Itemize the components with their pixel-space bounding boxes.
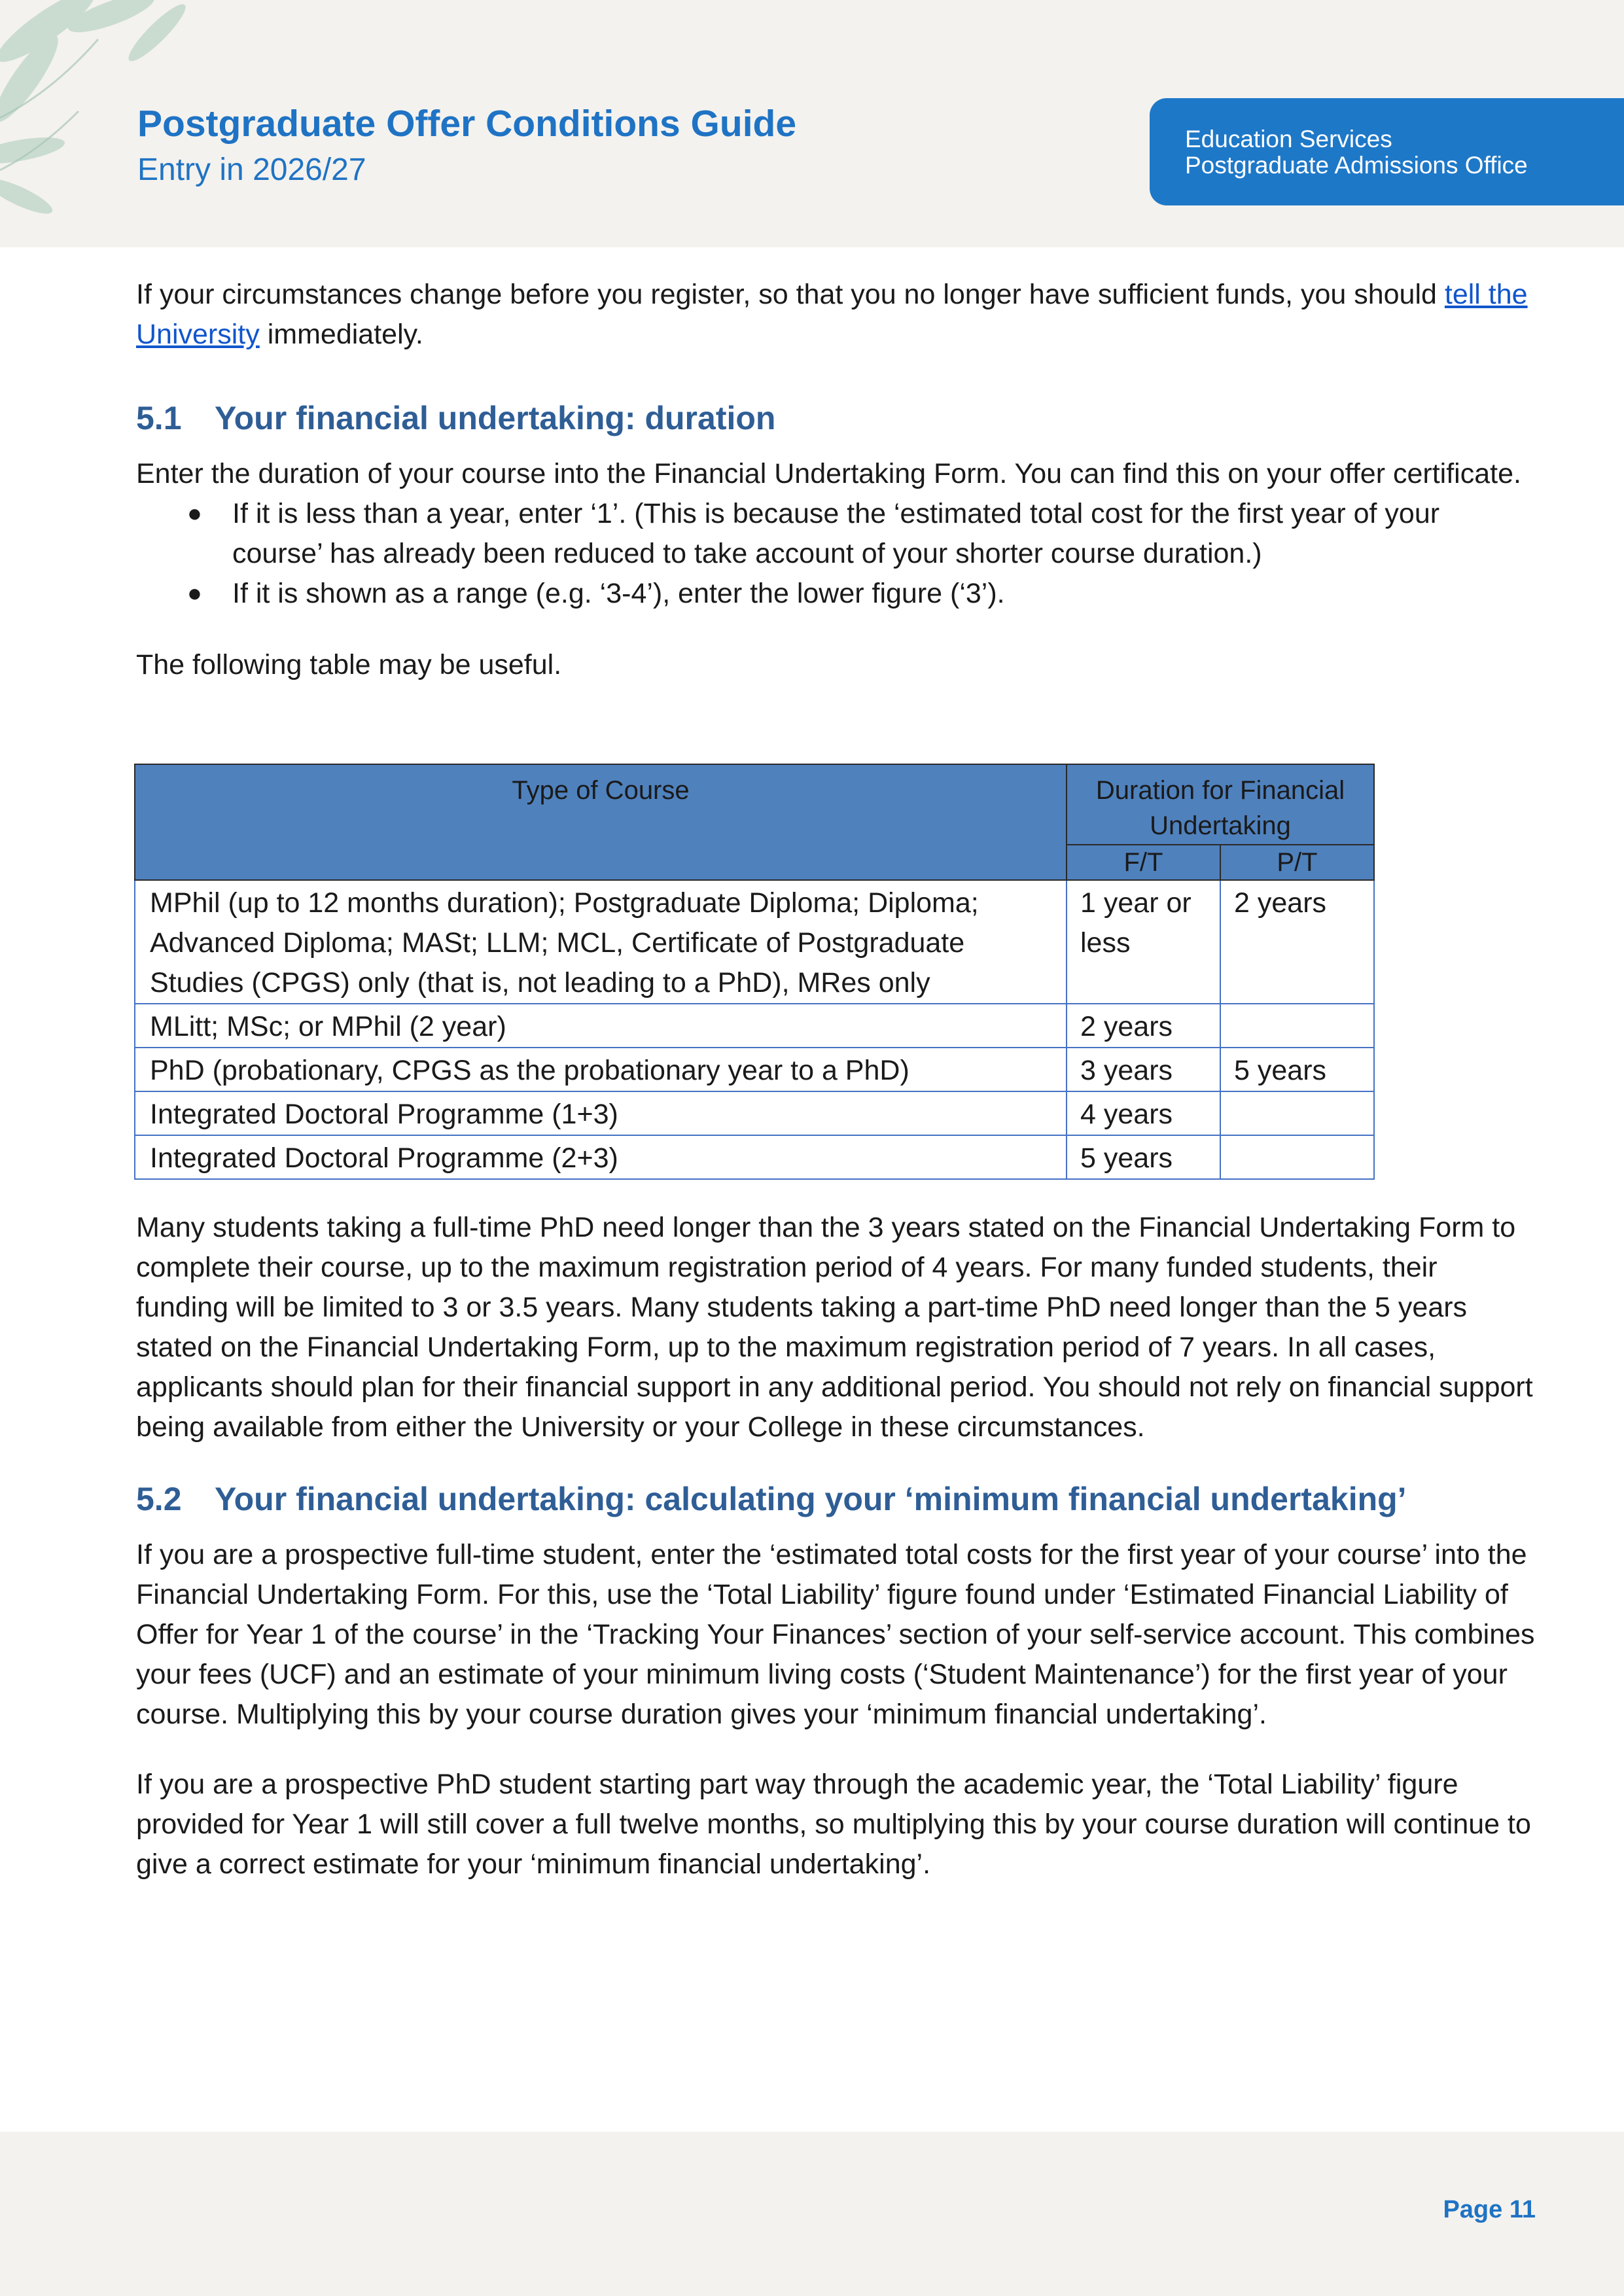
- section-5-1-heading: 5.1 Your financial undertaking: duration: [136, 400, 776, 436]
- section-5-2-paragraph-2: If you are a prospective PhD student starting part way through the academic year, the ‘Total Liability’ figure provided for Year 1 will still cover a full twelve months, so multiplying this by your course duration will continue to give a correct estimate for your ‘minimum financial undertaking’.: [136, 1769, 1531, 1880]
- table-row: [135, 1004, 1374, 1048]
- course-cell: MPhil (up to 12 months duration); Postgraduate Diploma; Diploma; Advanced Diploma; MASt; LLM; MCL, Certificate of Postgraduate Studies (CPGS) only (that is, not leading to a PhD), MRes only: [135, 880, 1067, 1004]
- pt-cell: [1220, 1091, 1374, 1135]
- bullet-icon: ●: [187, 580, 202, 607]
- course-duration-table: [134, 764, 1375, 1180]
- column-header-type: Type of Course: [135, 764, 1067, 880]
- main-content-lower: [136, 1208, 1536, 1915]
- ft-cell: 3 years: [1067, 1048, 1220, 1091]
- list-item: ● If it is less than a year, enter ‘1’. (This is because the ‘estimated total cost for the first year of your course’ has already been reduced to take account of your shorter course duration.): [136, 494, 1536, 574]
- section-5-1-paragraph: Enter the duration of your course into the Financial Undertaking Form. You can find this on your offer certificate.: [136, 458, 1521, 489]
- pt-cell: 2 years: [1220, 880, 1374, 1004]
- table-row: [135, 1135, 1374, 1179]
- column-header-ft: F/T: [1067, 845, 1220, 880]
- table-row: [135, 880, 1374, 1004]
- duration-bullet-list: [136, 494, 1536, 614]
- pt-cell: 5 years: [1220, 1048, 1374, 1091]
- bullet-icon: ●: [187, 500, 202, 527]
- page-footer: [0, 2132, 1624, 2296]
- office-name: Education Services: [1185, 126, 1392, 152]
- course-cell: PhD (probationary, CPGS as the probationary year to a PhD): [135, 1048, 1067, 1091]
- ft-cell: 5 years: [1067, 1135, 1220, 1179]
- ft-cell: 1 year or less: [1067, 880, 1220, 1004]
- table-row: [135, 1091, 1374, 1135]
- page-number: Page 11: [1443, 2196, 1536, 2223]
- section-5-2-heading: 5.2 Your financial undertaking: calculating your ‘minimum financial undertaking’: [136, 1481, 1407, 1517]
- pt-cell: [1220, 1004, 1374, 1048]
- table-row: [135, 1048, 1374, 1091]
- section-5-2-paragraph-1: If you are a prospective full-time student, enter the ‘estimated total costs for the first year of your course’ into the Financial Undertaking Form. For this, use the ‘Total Liability’ figure found under ‘Estimated Financial Liability of Offer for Year 1 of the course’ in the ‘Tracking Your Finances’ section of your self-service account. This combines your fees (UCF) and an estimate of your minimum living costs (‘Student Maintenance’) for the first year of your course. Multiplying this by your course duration gives your ‘minimum financial undertaking’.: [136, 1539, 1535, 1730]
- document-title: Postgraduate Offer Conditions Guide: [137, 103, 797, 145]
- office-badge: [1150, 98, 1624, 205]
- ft-cell: 2 years: [1067, 1004, 1220, 1048]
- ft-cell: 4 years: [1067, 1091, 1220, 1135]
- after-table-paragraph: Many students taking a full-time PhD need longer than the 3 years stated on the Financial Undertaking Form to complete their course, up to the maximum registration period of 4 years. For many funded students, their funding will be limited to 3 or 3.5 years. Many students taking a part-time PhD need longer than the 5 years stated on the Financial Undertaking Form, up to the maximum registration period of 7 years. In all cases, applicants should plan for their financial support in any additional period. You should not rely on financial support being available from either the University or your College in these circumstances.: [136, 1212, 1533, 1443]
- course-cell: Integrated Doctoral Programme (1+3): [135, 1091, 1067, 1135]
- course-cell: MLitt; MSc; or MPhil (2 year): [135, 1004, 1067, 1048]
- tell-university-link[interactable]: tell the University: [136, 279, 1528, 350]
- list-item: ● If it is shown as a range (e.g. ‘3-4’), enter the lower figure (‘3’).: [136, 574, 1536, 614]
- pt-cell: [1220, 1135, 1374, 1179]
- column-header-duration: Duration for Financial Undertaking: [1067, 764, 1374, 845]
- course-cell: Integrated Doctoral Programme (2+3): [135, 1135, 1067, 1179]
- document-subtitle: Entry in 2026/27: [137, 152, 366, 187]
- office-subname: Postgraduate Admissions Office: [1185, 152, 1528, 179]
- table-intro: The following table may be useful.: [136, 649, 562, 680]
- page-header: [0, 0, 1624, 247]
- intro-paragraph: If your circumstances change before you register, so that you no longer have sufficient funds, you should tell the University immediately.: [136, 279, 1528, 350]
- column-header-pt: P/T: [1220, 845, 1374, 880]
- main-content-upper: [136, 275, 1536, 685]
